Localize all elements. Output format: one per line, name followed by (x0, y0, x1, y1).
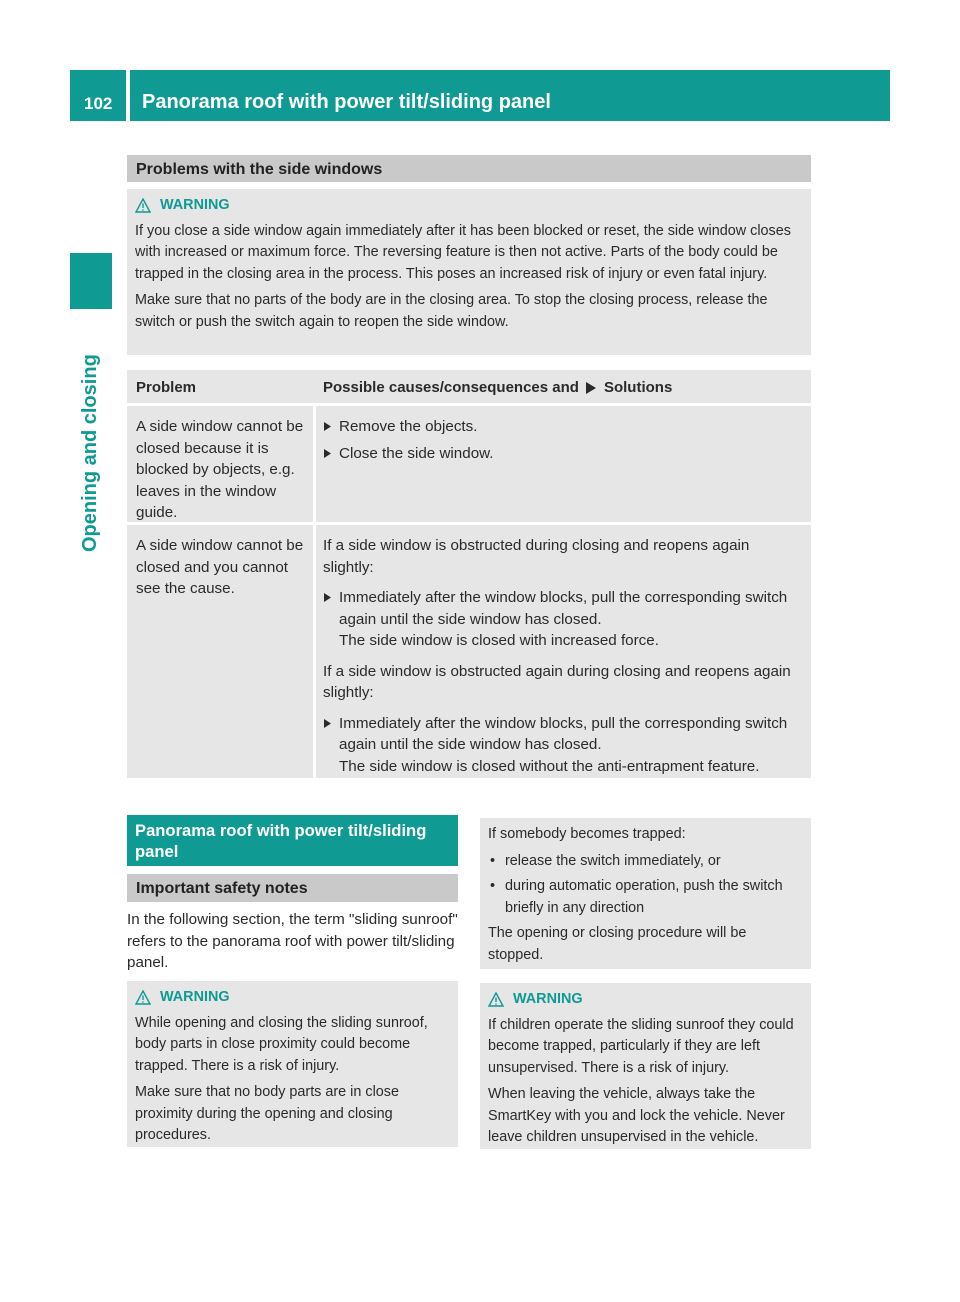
warning-text: When leaving the vehicle, always take the SmartKey with you and lock the vehicle. Never leave children unsupervised in the vehicle. (488, 1086, 785, 1145)
bullet-dot: • (490, 878, 496, 894)
list-item-text: during automatic operation, push the switch briefly in any direction (505, 878, 783, 916)
warning-text: While opening and closing the sliding sunroof, body parts in close proximity could become trapped. There is a risk of injury. (135, 1014, 428, 1074)
trapped-intro: If somebody becomes trapped: (488, 826, 686, 842)
table-header (127, 370, 811, 403)
side-tab (79, 316, 109, 552)
trapped-info-box (480, 818, 811, 969)
page-header-title: Panorama roof with power tilt/sliding panel (130, 70, 890, 121)
side-tab-label: Opening and closing (79, 354, 101, 552)
column-header-solutions-text: Possible causes/consequences and (323, 379, 579, 396)
bullet-dot: • (490, 852, 496, 869)
column-header-solutions-text: Solutions (603, 379, 673, 396)
warning-title-row (135, 195, 803, 217)
arrow-right-icon (323, 448, 332, 459)
solution-intro: If a side window is obstructed during closing and reopens again slightly: (323, 537, 750, 576)
table-cell-solution (316, 525, 811, 778)
warning-box-side-windows (127, 189, 811, 355)
table-cell-solution (316, 406, 811, 522)
intro-paragraph: In the following section, the term "sliding sunroof" refers to the panorama roof with power tilt/sliding panel. (127, 911, 458, 971)
arrow-right-icon (323, 592, 332, 603)
step-result: The side window is closed with increased force. (339, 632, 659, 649)
problem-text: A side window cannot be closed because it is blocked by objects, e.g. leaves in the window guide. (136, 418, 304, 521)
list-item (488, 876, 803, 919)
step-text: Immediately after the window blocks, pull the corresponding switch again until the side window has closed. (339, 714, 788, 753)
warning-title-row (488, 989, 803, 1011)
warning-box-sunroof (127, 981, 458, 1147)
page-number: 102 (70, 70, 126, 121)
section-title-panorama-roof: Panorama roof with power tilt/sliding panel (127, 815, 458, 866)
step-text: Immediately after the window blocks, pull the corresponding switch again until the side window has closed. (339, 589, 788, 628)
warning-triangle-icon (135, 198, 151, 213)
step-item (323, 587, 803, 630)
warning-text: Make sure that no body parts are in close proximity during the opening and closing procedures. (135, 1084, 399, 1143)
warning-text: If you close a side window again immediately after it has been blocked or reset, the side window closes with increased or maximum force. The reversing feature is then not active. Parts of the body could be trapped in the closing area in the process. This poses an increased risk of injury or even fatal injury. (135, 222, 791, 282)
column-header-problem: Problem (136, 379, 197, 396)
list-item-text: release the switch immediately, or (505, 852, 721, 869)
step-text: Remove the objects. (339, 418, 478, 435)
step-item (323, 713, 803, 756)
warning-title: WARNING (513, 991, 583, 1007)
table-cell-problem (127, 525, 313, 778)
problem-text: A side window cannot be closed and you cannot see the cause. (136, 537, 304, 597)
section-heading-side-windows: Problems with the side windows (127, 155, 811, 182)
step-item (323, 416, 803, 438)
warning-triangle-icon (488, 992, 504, 1007)
arrow-right-icon (323, 421, 332, 432)
warning-title: WARNING (160, 989, 230, 1005)
side-tab-marker (70, 253, 112, 309)
arrow-right-icon (585, 381, 597, 395)
warning-title: WARNING (160, 197, 230, 213)
trapped-outro: The opening or closing procedure will be stopped. (488, 925, 747, 963)
warning-title-row (135, 987, 450, 1009)
warning-text: If children operate the sliding sunroof they could become trapped, particularly if they are left unsupervised. There is a risk of injury. (488, 1016, 794, 1076)
warning-box-children (480, 983, 811, 1149)
arrow-right-icon (323, 718, 332, 729)
step-result: The side window is closed without the anti-entrapment feature. (339, 757, 760, 775)
list-item (488, 851, 803, 873)
column-header-solutions (323, 379, 672, 396)
section-heading-safety-notes: Important safety notes (127, 874, 458, 902)
warning-triangle-icon (135, 990, 151, 1005)
warning-text: Make sure that no parts of the body are in the closing area. To stop the closing process, release the switch or push the switch again to reopen the side window. (135, 292, 768, 330)
table-cell-problem (127, 406, 313, 522)
step-item (323, 443, 803, 465)
solution-intro: If a side window is obstructed again during closing and reopens again slightly: (323, 662, 791, 701)
step-text: Close the side window. (339, 444, 494, 462)
